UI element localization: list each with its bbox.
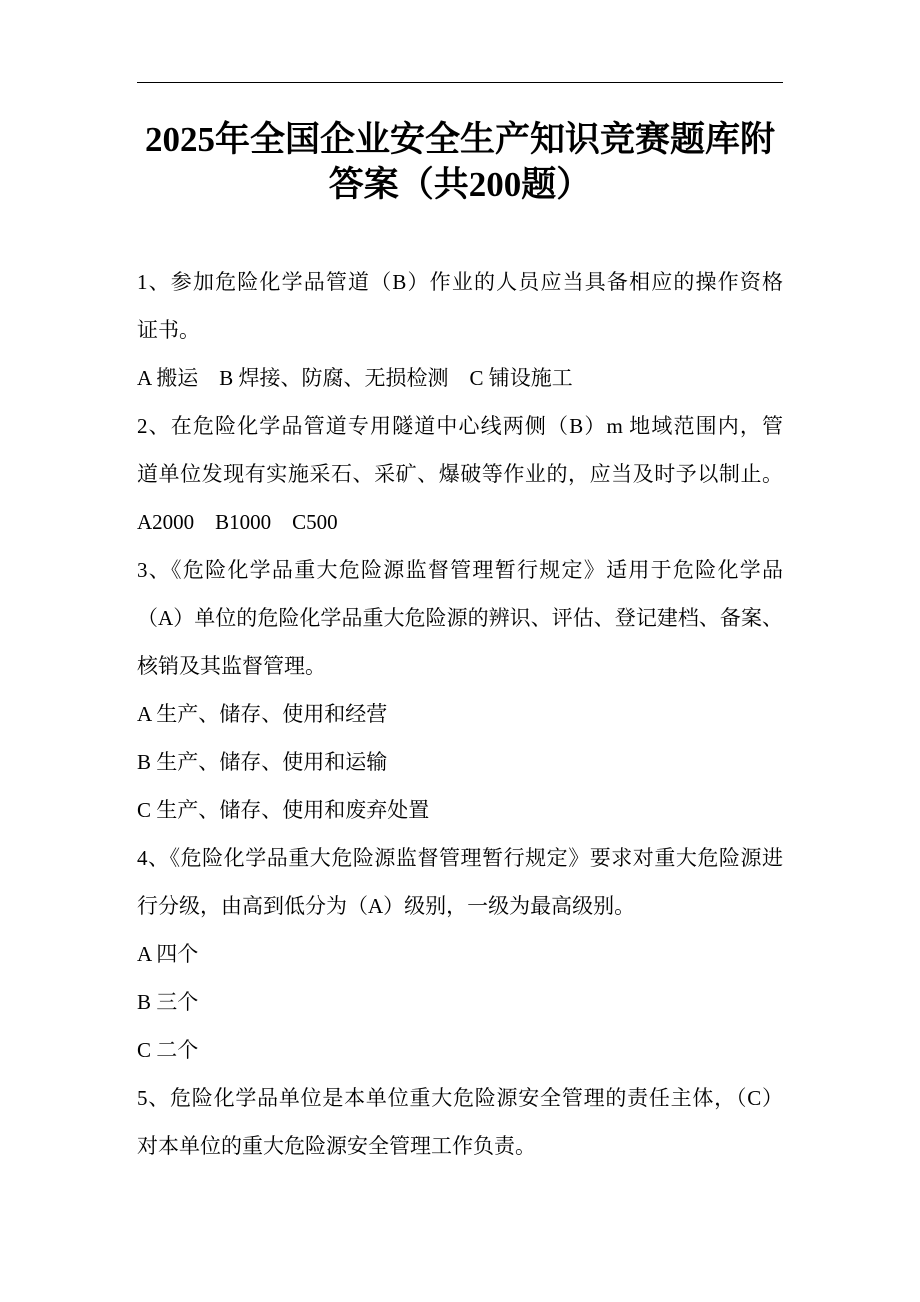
document-title-line-2: 答案（共200题） (328, 165, 592, 204)
header-rule (137, 82, 783, 83)
text-line: B 生产、储存、使用和运输 (137, 750, 388, 774)
text-line: 核销及其监督管理。 (137, 654, 326, 678)
text-line: 2、在危险化学品管道专用隧道中心线两侧（B）m 地域范围内，管 (137, 414, 783, 438)
text-line: 3、《危险化学品重大危险源监督管理暂行规定》适用于危险化学品 (137, 558, 783, 582)
text-line: 5、危险化学品单位是本单位重大危险源安全管理的责任主体，（C） (137, 1086, 783, 1110)
text-line: C 生产、储存、使用和废弃处置 (137, 798, 430, 822)
text-line: A2000 B1000 C500 (137, 510, 338, 534)
text-line: A 四个 (137, 942, 199, 966)
text-line: C 二个 (137, 1038, 199, 1062)
text-line: 行分级，由高到低分为（A）级别，一级为最高级别。 (137, 894, 636, 918)
text-line: 1、参加危险化学品管道（B）作业的人员应当具备相应的操作资格 (137, 270, 783, 294)
text-line: B 三个 (137, 990, 199, 1014)
text-line: （A）单位的危险化学品重大危险源的辨识、评估、登记建档、备案、 (137, 606, 783, 630)
document-title-line-1: 2025年全国企业安全生产知识竞赛题库附 (144, 120, 775, 159)
text-line: A 生产、储存、使用和经营 (137, 702, 388, 726)
text-line: A 搬运 B 焊接、防腐、无损检测 C 铺设施工 (137, 366, 573, 390)
text-line: 证书。 (137, 318, 200, 342)
text-line: 4、《危险化学品重大危险源监督管理暂行规定》要求对重大危险源进 (137, 846, 783, 870)
text-line: 对本单位的重大危险源安全管理工作负责。 (137, 1134, 536, 1158)
text-line: 道单位发现有实施采石、采矿、爆破等作业的，应当及时予以制止。 (137, 462, 783, 486)
